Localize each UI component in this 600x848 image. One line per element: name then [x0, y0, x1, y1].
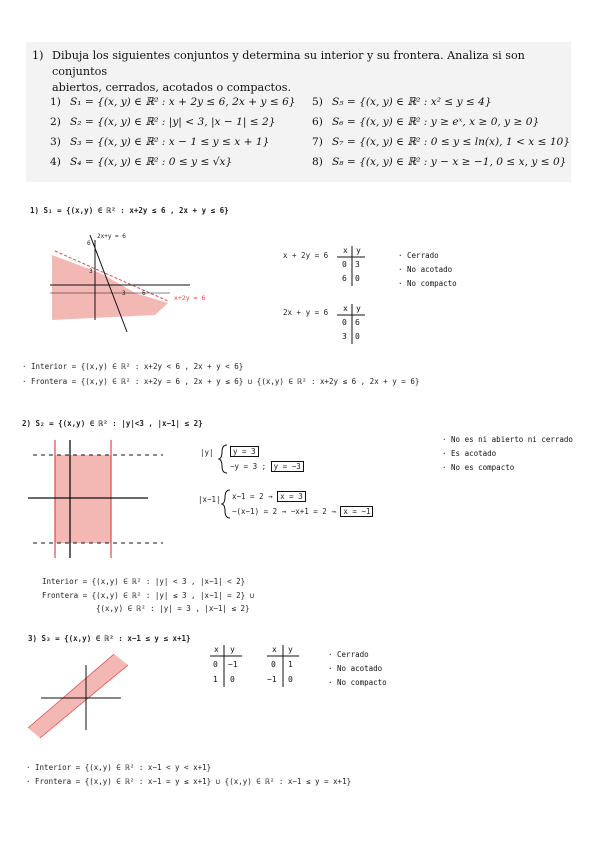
- set-item-3: 3) S₃ = {(x, y) ∈ ℝ² : x − 1 ≤ y ≤ x + 1}: [50, 136, 270, 148]
- s1-table2-lines: [337, 304, 367, 346]
- s2-graph: [28, 435, 168, 560]
- s1-label-red: x+2y = 6: [174, 294, 206, 302]
- s3-line-lower: [40, 665, 128, 738]
- s1-prop-1: · Cerrado: [398, 251, 439, 260]
- problem-number: 1): [32, 49, 44, 62]
- s3-table2: x y 0 1 −1 0: [267, 645, 293, 684]
- s1-prop-2: · No acotado: [398, 265, 453, 274]
- s1-table1: x y 0 3 6 0: [342, 246, 361, 283]
- s1-frontera: · Frontera = {(x,y) ∈ ℝ² : x+2y = 6 , 2x + y ≤ 6} ∪ {(x,y) ∈ ℝ² : x+2y ≤ 6 , 2x + y = 6}: [22, 377, 420, 386]
- s2-frontera-1: Frontera = {(x,y) ∈ ℝ² : |y| ≤ 3 , |x−1| = 2} ∪: [42, 591, 255, 600]
- s3-line-upper: [28, 654, 114, 728]
- s2-boxed-y3: y = 3: [230, 446, 259, 457]
- s2-x-line2: −(x−1) = 2 → −x+1 = 2 → x = −1: [232, 507, 373, 516]
- s1-table1-lines: [337, 246, 367, 288]
- s2-x-line1: x−1 = 2 → x = 3: [232, 492, 306, 501]
- s2-brace-y: [219, 444, 229, 474]
- s3-prop-3: · No compacto: [328, 678, 387, 687]
- set-item-1: 1) S₁ = {(x, y) ∈ ℝ² : x + 2y ≤ 6, 2x + y ≤ 6}: [50, 96, 296, 108]
- s2-y-line1: [230, 447, 259, 456]
- s2-prop-2: · Es acotado: [442, 449, 497, 458]
- s2-prop-1: · No es ni abierto ni cerrado: [442, 435, 573, 444]
- set-item-4: 4) S₄ = {(x, y) ∈ ℝ² : 0 ≤ y ≤ √x}: [50, 156, 233, 168]
- s1-heading: 1) S₁ = {(x,y) ∈ ℝ² : x+2y ≤ 6 , 2x + y ≤ 6}: [30, 206, 229, 215]
- s1-label-top: 2x+y = 6: [97, 233, 126, 240]
- set-item-2: 2) S₂ = {(x, y) ∈ ℝ² : |y| < 3, |x − 1| ≤ 2}: [50, 116, 276, 128]
- s2-interior: Interior = {(x,y) ∈ ℝ² : |y| < 3 , |x−1| < 2}: [42, 577, 246, 586]
- problem-statement: [52, 48, 567, 96]
- s2-brace-x: [222, 489, 232, 519]
- s3-graph: [26, 650, 136, 740]
- s3-interior: · Interior = {(x,y) ∈ ℝ² : x−1 < y < x+1}: [26, 763, 212, 772]
- s3-heading: 3) S₃ = {(x,y) ∈ ℝ² : x−1 ≤ y ≤ x+1}: [28, 634, 191, 643]
- set-item-5: 5) S₅ = {(x, y) ∈ ℝ² : x² ≤ y ≤ 4}: [312, 96, 492, 108]
- s2-prop-3: · No es compacto: [442, 463, 515, 472]
- s2-frontera-2: {(x,y) ∈ ℝ² : |y| = 3 , |x−1| ≤ 2}: [96, 604, 250, 613]
- statement-line-2: abiertos, cerrados, acotados o compactos.: [52, 81, 292, 94]
- s2-boxed-y-minus3: y = −3: [271, 461, 304, 472]
- s2-y-line2: −y = 3 ; y = −3: [230, 462, 304, 471]
- s3-table1-lines: [210, 645, 246, 689]
- set-item-7: 7) S₇ = {(x, y) ∈ ℝ² : 0 ≤ y ≤ ln(x), 1 < x ≤ 10}: [312, 136, 571, 148]
- s1-tick-6: 6: [87, 240, 91, 247]
- s1-graph: [40, 225, 220, 340]
- s3-table2-lines: [267, 645, 303, 689]
- s1-tick-3: 3: [89, 268, 93, 275]
- s3-prop-1: · Cerrado: [328, 650, 369, 659]
- s2-heading: 2) S₂ = {(x,y) ∈ ℝ² : |y|<3 , |x−1| ≤ 2}: [22, 419, 203, 428]
- s1-table2: x y 0 6 3 0: [342, 304, 361, 341]
- s1-interior: · Interior = {(x,y) ∈ ℝ² : x+2y < 6 , 2x + y < 6}: [22, 362, 244, 371]
- set-item-6: 6) S₆ = {(x, y) ∈ ℝ² : y ≥ eˣ, x ≥ 0, y ≥ 0}: [312, 116, 540, 128]
- statement-line-1: Dibuja los siguientes conjuntos y determina su interior y su frontera. Analiza si son conjuntos: [52, 49, 525, 78]
- s3-shaded-band: [28, 654, 128, 738]
- s1-tick-x3: 3: [122, 290, 126, 297]
- s2-boxed-x-minus1: x = −1: [340, 506, 373, 517]
- s2-shaded-region: [55, 455, 111, 543]
- s1-table1-eq: x + 2y = 6: [283, 251, 329, 260]
- s2-abs-y: |y|: [200, 448, 214, 457]
- s3-table1: x y 0 −1 1 0: [213, 645, 238, 684]
- s3-prop-2: · No acotado: [328, 664, 383, 673]
- s1-tick-x6: 6: [142, 290, 146, 297]
- s1-table2-eq: 2x + y = 6: [283, 308, 329, 317]
- set-item-8: 8) S₈ = {(x, y) ∈ ℝ² : y − x ≥ −1, 0 ≤ x, y ≤ 0}: [312, 156, 567, 168]
- s3-frontera: · Frontera = {(x,y) ∈ ℝ² : x−1 = y ≤ x+1} ∪ {(x,y) ∈ ℝ² : x−1 ≤ y = x+1}: [26, 777, 352, 786]
- s2-boxed-x3: x = 3: [277, 491, 306, 502]
- s1-prop-3: · No compacto: [398, 279, 457, 288]
- s2-abs-x: |x−1|: [198, 495, 221, 504]
